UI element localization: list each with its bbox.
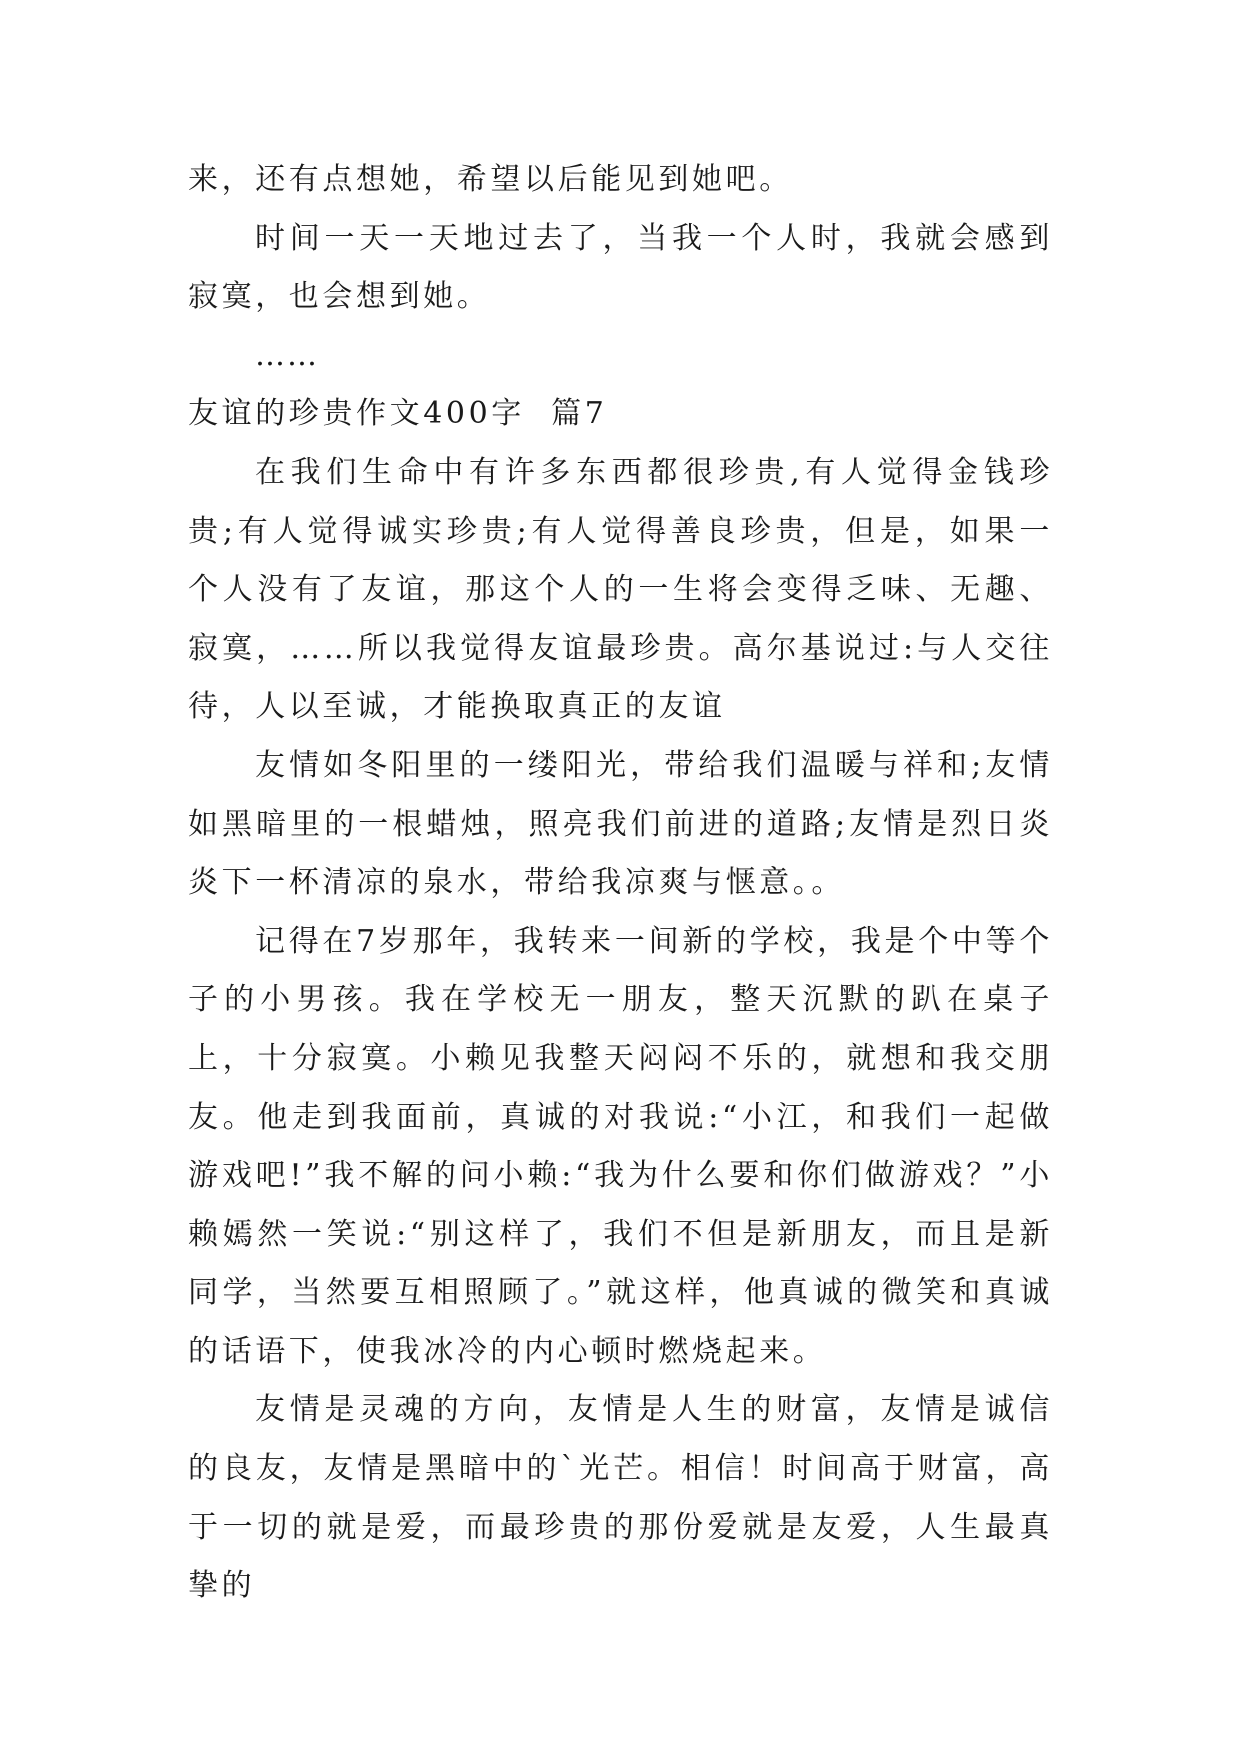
paragraph: 记得在7岁那年，我转来一间新的学校，我是个中等个子的小男孩。我在学校无一朋友，整天沉默的趴在桌子上，十分寂寞。小赖见我整天闷闷不乐的，就想和我交朋友。他走到我面前，真诚的对我说:“小江，和我们一起做游戏吧!”我不解的问小赖:“我为什么要和你们做游戏？”小赖嫣然一笑说:“别这样了，我们不但是新朋友，而且是新同学，当然要互相照顾了。”就这样，他真诚的微笑和真诚的话语下，使我冰冷的内心顿时燃烧起来。 xyxy=(188,923,1053,1369)
section-title: 友谊的珍贵作文400字 篇7 xyxy=(188,396,608,432)
paragraph-continuation: 来，还有点想她，希望以后能见到她吧。 xyxy=(188,162,793,197)
paragraph-ellipsis: …… xyxy=(255,337,319,373)
paragraph: 时间一天一天地过去了，当我一个人时，我就会感到寂寞，也会想到她。 xyxy=(188,220,1053,315)
paragraph: 友情是灵魂的方向，友情是人生的财富，友情是诚信的良友，友情是黑暗中的`光芒。相信！时间高于财富，高于一切的就是爱，而最珍贵的那份爱就是友爱，人生最真挚的 xyxy=(188,1392,1053,1604)
paragraph: 友情如冬阳里的一缕阳光，带给我们温暖与祥和;友情如黑暗里的一根蜡烛，照亮我们前进的道路;友情是烈日炎炎下一杯清凉的泉水，带给我凉爽与惬意。。 xyxy=(188,747,1053,901)
paragraph: 在我们生命中有许多东西都很珍贵,有人觉得金钱珍贵;有人觉得诚实珍贵;有人觉得善良珍贵，但是，如果一个人没有了友谊，那这个人的一生将会变得乏味、无趣、寂寞，……所以我觉得友谊最珍贵。高尔基说过:与人交往待，人以至诚，才能换取真正的友谊 xyxy=(188,454,1053,725)
document-body xyxy=(188,151,1053,1616)
